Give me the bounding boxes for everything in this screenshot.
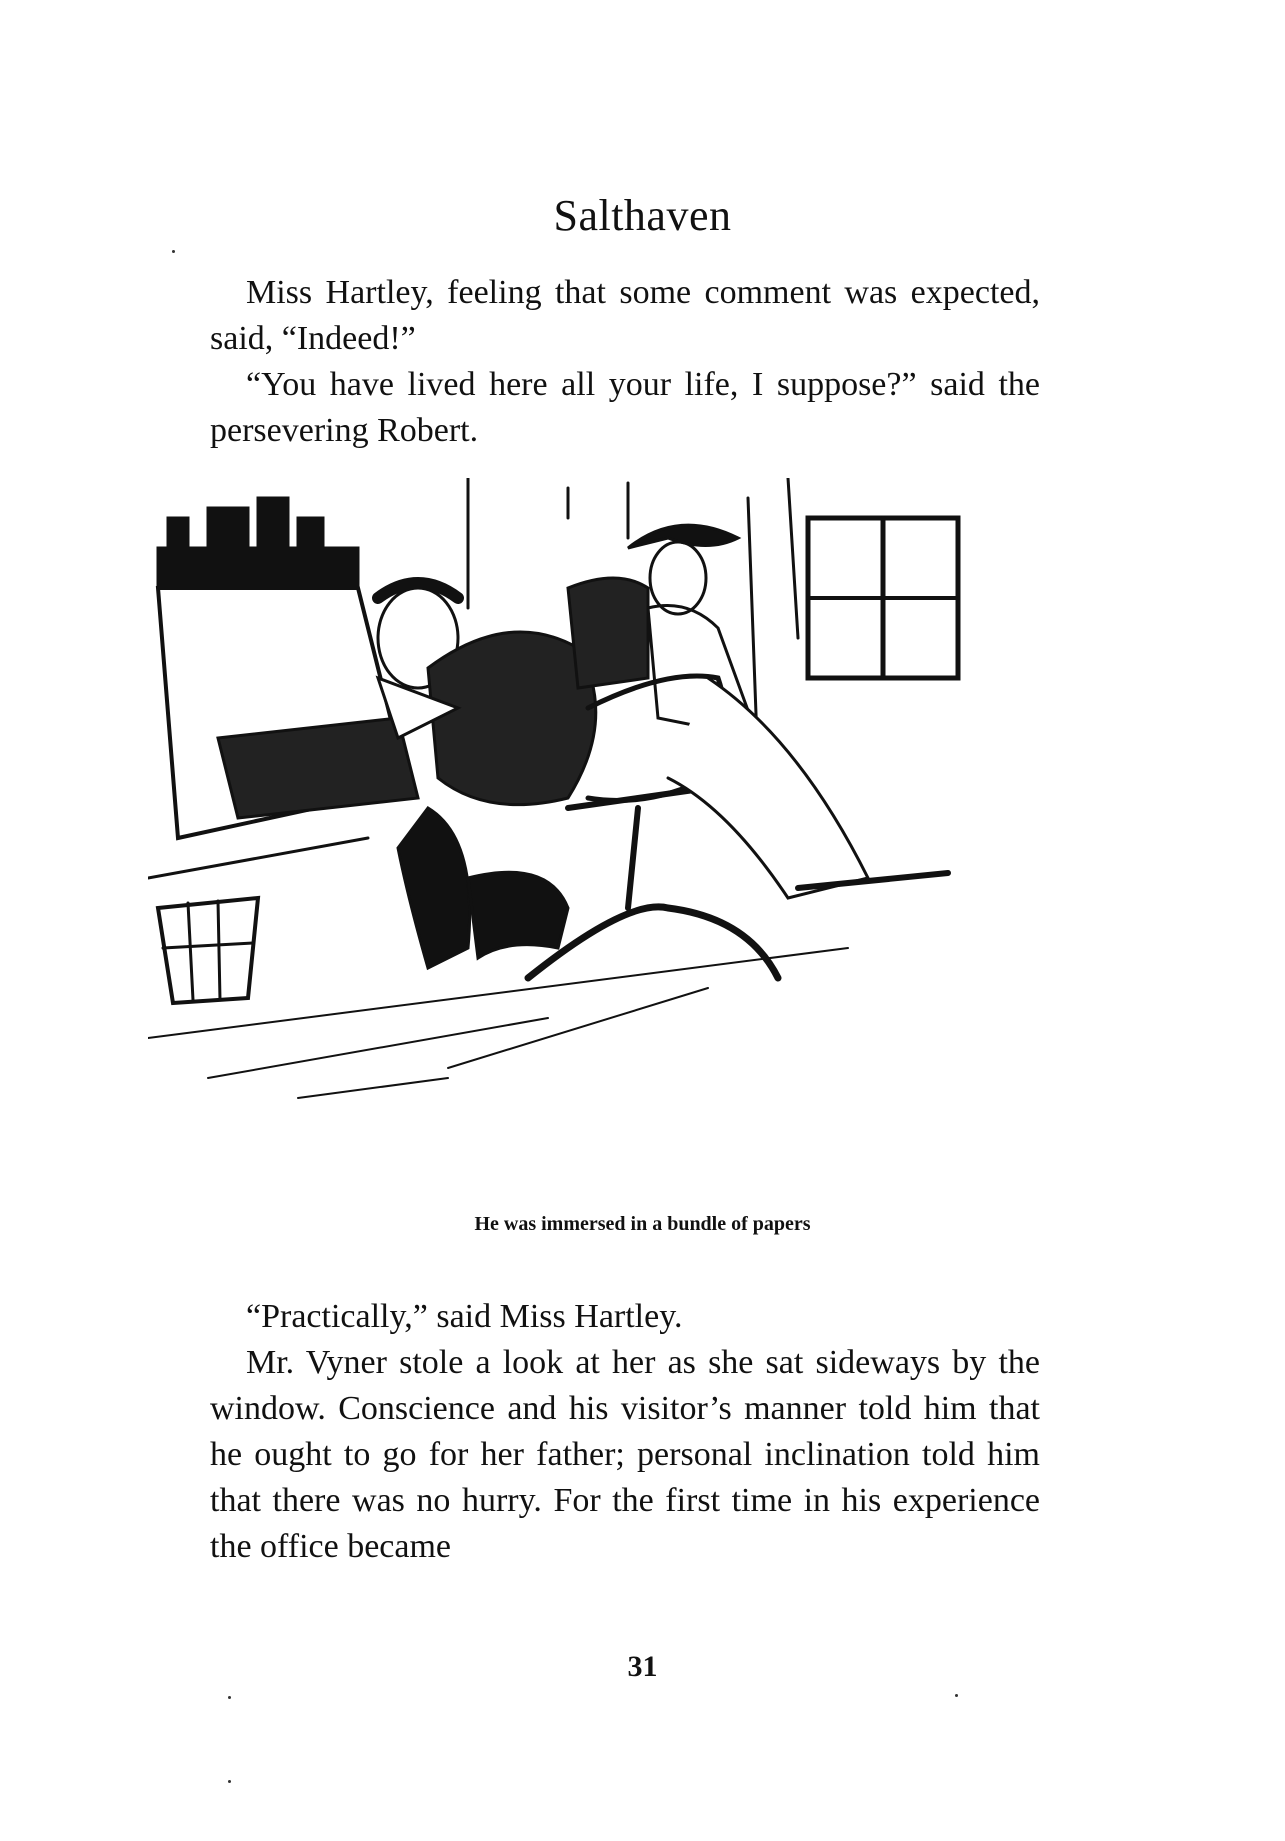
- paragraph-3: “Practically,” said Miss Hartley.: [246, 1298, 683, 1335]
- illustration: [148, 478, 1118, 1208]
- paragraph-4: Mr. Vyner stole a look at her as she sat sideways by the window. Conscience and his visitor’s manner told him that he ought to go for her father; personal inclination told him that there was no hurry. For the first time in his experience the office became: [210, 1344, 1040, 1565]
- illustration-caption: He was immersed in a bundle of papers: [474, 1213, 811, 1235]
- print-speck: [228, 1780, 231, 1783]
- print-speck: [172, 250, 175, 253]
- paragraph-2: “You have lived here all your life, I suppose?” said the persevering Robert.: [210, 366, 1040, 449]
- running-header: Salthaven: [553, 191, 732, 240]
- page-number: 31: [627, 1650, 658, 1683]
- paragraph-1: Miss Hartley, feeling that some comment was expected, said, “Indeed!”: [210, 274, 1040, 357]
- print-speck: [955, 1694, 958, 1697]
- illustration-drawing: [148, 478, 1118, 1208]
- print-speck: [228, 1696, 231, 1699]
